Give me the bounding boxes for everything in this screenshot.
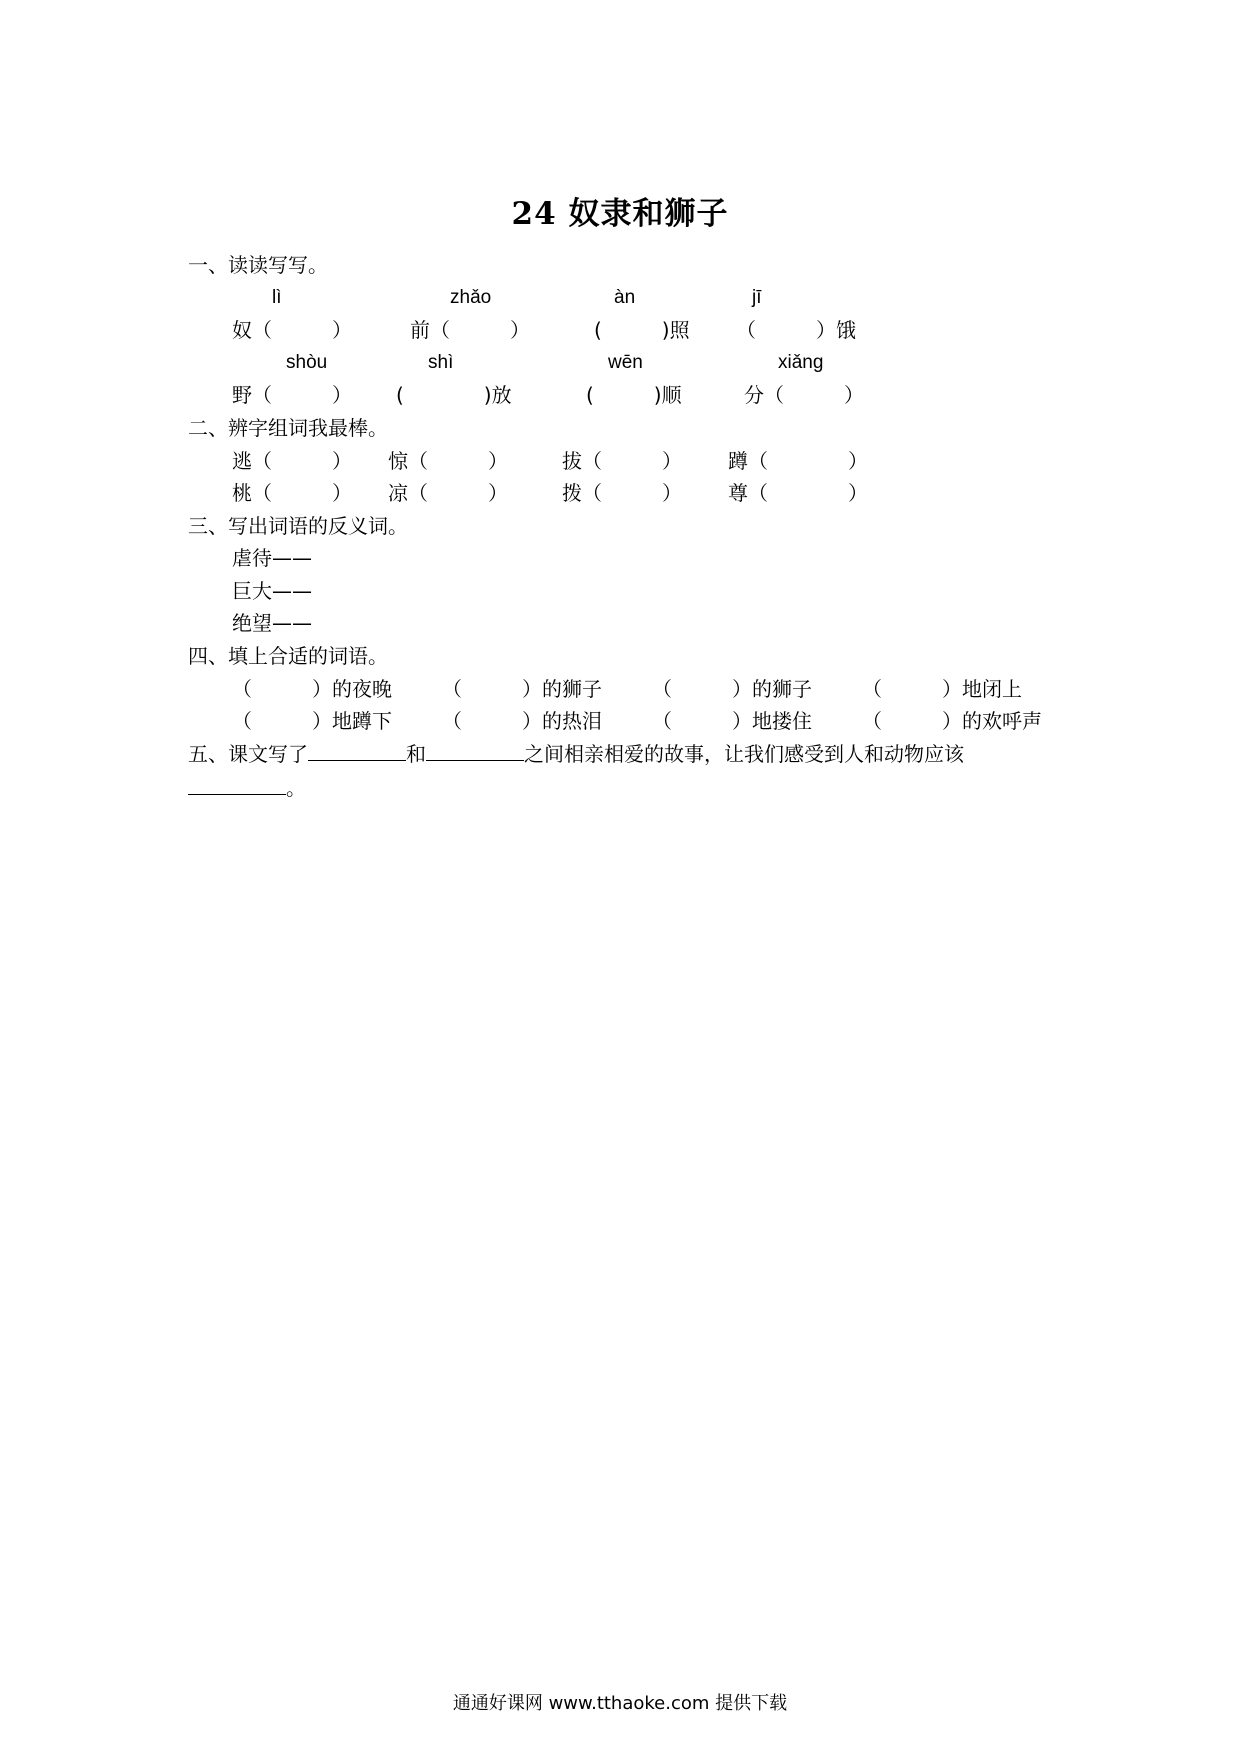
s5-text-4: 。 (286, 776, 306, 800)
pinyin-shi: shì (428, 352, 454, 373)
pinyin-ji: jī (752, 287, 762, 308)
section-2-heading: 二、辨字组词我最棒。 (188, 416, 388, 440)
section-1-heading: 一、读读写写。 (188, 253, 328, 277)
footer-credit: 通通好课网 www.tthaoke.com 提供下载 (452, 1693, 788, 1714)
pinyin-an: àn (614, 287, 636, 308)
antonym-nuedai: 虐待—— (232, 546, 312, 570)
s4-item-yewan: （ ）的夜晚 (232, 677, 392, 701)
s1-item-zhao: ( )照 (594, 318, 690, 342)
s1-item-qian: 前（ ） (410, 318, 530, 342)
pinyin-wen: wēn (608, 352, 643, 373)
s2-item-ba: 拔（ ） (562, 449, 682, 473)
section-3-heading: 三、写出词语的反义词。 (188, 514, 408, 538)
page-title: 24 奴隶和狮子 (511, 196, 729, 232)
antonym-juewang: 绝望—— (232, 611, 312, 635)
blank-1[interactable] (308, 742, 406, 761)
pinyin-zhao: zhǎo (450, 287, 492, 308)
s1-item-ye: 野（ ） (232, 383, 352, 407)
pinyin-shou: shòu (286, 352, 328, 373)
s2-item-tao: 逃（ ） (232, 449, 352, 473)
antonym-juda: 巨大—— (232, 579, 312, 603)
section-5-line (188, 742, 964, 766)
s2-item-zun: 尊（ ） (728, 481, 868, 505)
s4-item-dunxia: （ ）地蹲下 (232, 709, 392, 733)
pinyin-li: lì (272, 287, 282, 308)
section-5-line-2 (188, 776, 306, 800)
s4-item-shizi1: （ ）的狮子 (442, 677, 602, 701)
s2-item-liang: 凉（ ） (388, 481, 508, 505)
s5-text-1: 五、课文写了 (188, 742, 308, 766)
s1-item-fang: ( )放 (396, 383, 512, 407)
section-4-heading: 四、填上合适的词语。 (188, 644, 388, 668)
s2-item-jing: 惊（ ） (388, 449, 508, 473)
s2-item-bo: 拨（ ） (562, 481, 682, 505)
s1-item-shun: ( )顺 (586, 383, 682, 407)
s4-item-huanhusheng: （ ）的欢呼声 (862, 709, 1042, 733)
s4-item-bishang: （ ）地闭上 (862, 677, 1022, 701)
s4-item-shizi2: （ ）的狮子 (652, 677, 812, 701)
pinyin-xiang: xiǎng (778, 352, 824, 373)
s4-item-relei: （ ）的热泪 (442, 709, 602, 733)
s5-text-2: 和 (406, 742, 426, 766)
s4-item-louzhu: （ ）地搂住 (652, 709, 812, 733)
s5-text-3: 之间相亲相爱的故事，让我们感受到人和动物应该 (524, 742, 964, 766)
s1-item-e: （ ）饿 (736, 318, 856, 342)
blank-2[interactable] (426, 742, 524, 761)
s2-item-dun: 蹲（ ） (728, 449, 868, 473)
s1-item-fen: 分（ ） (744, 383, 864, 407)
s1-item-nu: 奴（ ） (232, 318, 352, 342)
s2-item-tao2: 桃（ ） (232, 481, 352, 505)
blank-3[interactable] (188, 776, 286, 795)
